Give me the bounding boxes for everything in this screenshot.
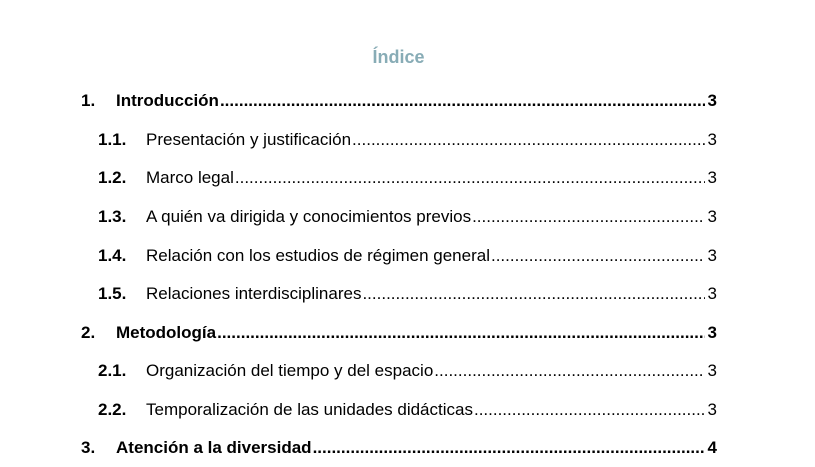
toc-entry-text: Relaciones interdisciplinares [146, 284, 362, 303]
toc-entry[interactable] [81, 323, 717, 345]
toc-entry[interactable] [98, 207, 717, 229]
toc-entry[interactable] [98, 400, 717, 422]
toc-entry[interactable] [98, 246, 717, 268]
toc-entry-text: Temporalización de las unidades didácticas [146, 400, 473, 419]
toc-entry-text: Atención a la diversidad [116, 438, 312, 457]
toc-entry-text: Relación con los estudios de régimen general [146, 246, 490, 265]
toc-dot-leader [434, 361, 704, 381]
toc-entry-text: Presentación y justificación [146, 130, 352, 149]
toc-dot-leader [217, 323, 704, 343]
toc-entry-number: 1. [81, 91, 96, 110]
toc-entry[interactable] [98, 168, 717, 190]
toc-entry-page: 3 [707, 168, 717, 187]
toc-dot-leader [235, 168, 705, 188]
toc-dot-leader [474, 400, 705, 420]
toc-entry-page: 3 [707, 400, 717, 419]
toc-entry-number: 1.5. [98, 284, 127, 303]
toc-entry-number: 1.1. [98, 130, 127, 149]
toc-entry-page: 4 [707, 438, 717, 457]
toc-entry-page: 3 [707, 207, 717, 226]
toc-entry-text: Metodología [116, 323, 217, 342]
toc-entry-number: 3. [81, 438, 96, 457]
toc-entry[interactable] [81, 438, 717, 460]
toc-dot-leader [472, 207, 704, 227]
toc-entry-text: Marco legal [146, 168, 234, 187]
toc-entry-text: A quién va dirigida y conocimientos previos [146, 207, 472, 226]
toc-dot-leader [352, 130, 704, 150]
toc-entry-number: 2. [81, 323, 96, 342]
toc-entry[interactable] [98, 284, 717, 306]
toc-entry-text: Organización del tiempo y del espacio [146, 361, 434, 380]
toc-entry-page: 3 [707, 323, 717, 342]
toc-entry-text: Introducción [116, 91, 219, 110]
toc-dot-leader [313, 438, 705, 458]
toc-dot-leader [220, 91, 705, 111]
toc-entry-number: 2.2. [98, 400, 127, 419]
toc-title: Índice [372, 47, 425, 67]
toc-entry-page: 3 [707, 130, 717, 149]
toc-entry-page: 3 [707, 361, 717, 380]
toc-dot-leader [362, 284, 704, 304]
toc-dot-leader [491, 246, 705, 266]
toc-entry[interactable] [81, 91, 717, 113]
toc-entry-number: 2.1. [98, 361, 127, 380]
toc-entry-number: 1.4. [98, 246, 127, 265]
toc-entry-page: 3 [707, 284, 717, 303]
toc-entry-number: 1.2. [98, 168, 127, 187]
toc-entry[interactable] [98, 361, 717, 383]
toc-entry-number: 1.3. [98, 207, 127, 226]
toc-entry[interactable] [98, 130, 717, 152]
toc-entry-page: 3 [707, 246, 717, 265]
toc-entry-page: 3 [707, 91, 717, 110]
